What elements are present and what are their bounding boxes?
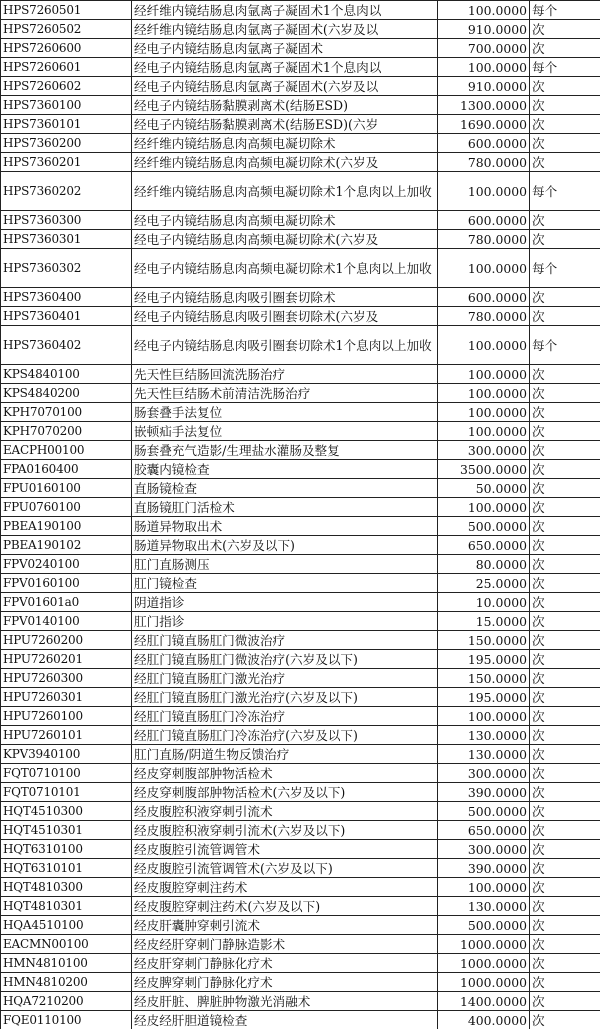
table-row	[1, 669, 600, 688]
table-row	[1, 115, 600, 134]
item-price-cell: 600.0000	[438, 134, 530, 153]
item-unit-cell: 次	[530, 916, 600, 935]
item-unit-cell: 次	[530, 612, 600, 631]
item-code-cell: HPS7360400	[1, 288, 132, 307]
table-row	[1, 631, 600, 650]
table-row	[1, 134, 600, 153]
item-unit-cell: 次	[530, 422, 600, 441]
item-name-cell: 经皮脾穿刺门静脉化疗术	[132, 973, 438, 992]
table-row	[1, 58, 600, 77]
item-name-cell: 经皮经肝穿刺门静脉造影术	[132, 935, 438, 954]
item-price-cell: 150.0000	[438, 631, 530, 650]
item-unit-cell: 次	[530, 96, 600, 115]
item-name-cell: 经皮腹腔引流管调管术	[132, 840, 438, 859]
item-code-cell: HPU7260100	[1, 707, 132, 726]
item-name-cell: 经电子内镜结肠息肉高频电凝切除术(六岁及	[132, 230, 438, 249]
item-code-cell: FPA0160400	[1, 460, 132, 479]
table-row	[1, 973, 600, 992]
item-unit-cell: 次	[530, 802, 600, 821]
item-price-cell: 130.0000	[438, 745, 530, 764]
item-price-cell: 100.0000	[438, 878, 530, 897]
item-unit-cell: 次	[530, 650, 600, 669]
table-row	[1, 688, 600, 707]
item-code-cell: HPS7260602	[1, 77, 132, 96]
item-code-cell: HQT4810301	[1, 897, 132, 916]
table-row	[1, 916, 600, 935]
item-name-cell: 经电子内镜结肠息肉氩离子凝固术(六岁及以	[132, 77, 438, 96]
item-code-cell: HPS7360402	[1, 326, 132, 365]
item-name-cell: 经肛门镜直肠肛门冷冻治疗(六岁及以下)	[132, 726, 438, 745]
item-unit-cell: 次	[530, 20, 600, 39]
item-name-cell: 经电子内镜结肠黏膜剥离术(结肠ESD)	[132, 96, 438, 115]
item-unit-cell: 次	[530, 821, 600, 840]
item-unit-cell: 次	[530, 1011, 600, 1029]
item-name-cell: 先天性巨结肠回流洗肠治疗	[132, 365, 438, 384]
item-name-cell: 经纤维内镜结肠息肉氩离子凝固术1个息肉以	[132, 1, 438, 20]
item-unit-cell: 次	[530, 536, 600, 555]
item-name-cell: 经纤维内镜结肠息肉高频电凝切除术	[132, 134, 438, 153]
item-name-cell: 经肛门镜直肠肛门微波治疗	[132, 631, 438, 650]
table-row	[1, 441, 600, 460]
item-price-cell: 1000.0000	[438, 935, 530, 954]
item-name-cell: 肠道异物取出术	[132, 517, 438, 536]
table-row	[1, 460, 600, 479]
item-name-cell: 经电子内镜结肠息肉吸引圈套切除术(六岁及	[132, 307, 438, 326]
item-unit-cell: 次	[530, 726, 600, 745]
item-code-cell: HPS7360401	[1, 307, 132, 326]
item-price-cell: 600.0000	[438, 211, 530, 230]
item-unit-cell: 次	[530, 859, 600, 878]
item-price-cell: 130.0000	[438, 897, 530, 916]
item-unit-cell: 次	[530, 764, 600, 783]
item-code-cell: KPS4840100	[1, 365, 132, 384]
item-code-cell: HQT6310101	[1, 859, 132, 878]
item-code-cell: KPS4840200	[1, 384, 132, 403]
item-code-cell: FPV01601a0	[1, 593, 132, 612]
item-unit-cell: 次	[530, 878, 600, 897]
item-unit-cell: 每个	[530, 1, 600, 20]
item-name-cell: 经皮穿刺腹部肿物活检术(六岁及以下)	[132, 783, 438, 802]
item-price-cell: 100.0000	[438, 172, 530, 211]
item-code-cell: EACPH00100	[1, 441, 132, 460]
table-row	[1, 536, 600, 555]
table-row	[1, 403, 600, 422]
item-name-cell: 胶囊内镜检查	[132, 460, 438, 479]
item-name-cell: 经肛门镜直肠肛门激光治疗(六岁及以下)	[132, 688, 438, 707]
item-name-cell: 阴道指诊	[132, 593, 438, 612]
item-code-cell: HPS7360202	[1, 172, 132, 211]
table-row	[1, 574, 600, 593]
item-name-cell: 经电子内镜结肠息肉吸引圈套切除术	[132, 288, 438, 307]
item-name-cell: 经电子内镜结肠息肉吸引圈套切除术1个息肉以上加收	[132, 326, 438, 365]
item-price-cell: 100.0000	[438, 326, 530, 365]
item-code-cell: HPS7360301	[1, 230, 132, 249]
item-price-cell: 600.0000	[438, 288, 530, 307]
table-row	[1, 307, 600, 326]
item-name-cell: 肛门指诊	[132, 612, 438, 631]
table-row	[1, 288, 600, 307]
item-unit-cell: 次	[530, 707, 600, 726]
item-unit-cell: 次	[530, 115, 600, 134]
item-price-cell: 100.0000	[438, 384, 530, 403]
table-row	[1, 612, 600, 631]
item-price-cell: 100.0000	[438, 58, 530, 77]
table-row	[1, 707, 600, 726]
item-name-cell: 肛门直肠/阴道生物反馈治疗	[132, 745, 438, 764]
item-unit-cell: 次	[530, 288, 600, 307]
table-row	[1, 326, 600, 365]
item-price-cell: 3500.0000	[438, 460, 530, 479]
item-name-cell: 经肛门镜直肠肛门冷冻治疗	[132, 707, 438, 726]
item-name-cell: 肛门直肠测压	[132, 555, 438, 574]
item-code-cell: HPS7360101	[1, 115, 132, 134]
item-name-cell: 经皮肝穿刺门静脉化疗术	[132, 954, 438, 973]
item-unit-cell: 每个	[530, 172, 600, 211]
table-row	[1, 745, 600, 764]
item-name-cell: 肠套叠手法复位	[132, 403, 438, 422]
table-row	[1, 20, 600, 39]
item-code-cell: HPU7260201	[1, 650, 132, 669]
item-unit-cell: 次	[530, 517, 600, 536]
item-unit-cell: 次	[530, 77, 600, 96]
item-price-cell: 100.0000	[438, 1, 530, 20]
item-price-cell: 650.0000	[438, 821, 530, 840]
item-unit-cell: 次	[530, 954, 600, 973]
item-name-cell: 直肠镜肛门活检术	[132, 498, 438, 517]
item-price-cell: 400.0000	[438, 1011, 530, 1029]
item-price-cell: 130.0000	[438, 726, 530, 745]
item-unit-cell: 次	[530, 134, 600, 153]
item-price-cell: 300.0000	[438, 441, 530, 460]
table-row	[1, 840, 600, 859]
table-row	[1, 783, 600, 802]
item-unit-cell: 次	[530, 153, 600, 172]
item-code-cell: HQT4510301	[1, 821, 132, 840]
item-price-cell: 100.0000	[438, 403, 530, 422]
item-unit-cell: 次	[530, 498, 600, 517]
item-code-cell: HPS7260601	[1, 58, 132, 77]
item-price-cell: 150.0000	[438, 669, 530, 688]
item-code-cell: HQT4810300	[1, 878, 132, 897]
item-price-cell: 195.0000	[438, 688, 530, 707]
item-name-cell: 经肛门镜直肠肛门微波治疗(六岁及以下)	[132, 650, 438, 669]
item-price-cell: 1000.0000	[438, 973, 530, 992]
item-code-cell: HPS7260501	[1, 1, 132, 20]
table-row	[1, 365, 600, 384]
item-price-cell: 10.0000	[438, 593, 530, 612]
item-code-cell: FPU0160100	[1, 479, 132, 498]
table-row	[1, 498, 600, 517]
item-price-cell: 100.0000	[438, 498, 530, 517]
item-price-cell: 780.0000	[438, 307, 530, 326]
item-name-cell: 经皮腹腔穿刺注药术	[132, 878, 438, 897]
item-unit-cell: 次	[530, 840, 600, 859]
item-code-cell: FPU0760100	[1, 498, 132, 517]
price-table-body	[1, 1, 600, 1029]
item-unit-cell: 次	[530, 211, 600, 230]
item-code-cell: HPS7260502	[1, 20, 132, 39]
table-row	[1, 897, 600, 916]
item-unit-cell: 次	[530, 441, 600, 460]
table-row	[1, 422, 600, 441]
item-code-cell: PBEA190102	[1, 536, 132, 555]
item-name-cell: 肠套叠充气造影/生理盐水灌肠及整复	[132, 441, 438, 460]
item-code-cell: EACMN00100	[1, 935, 132, 954]
item-unit-cell: 次	[530, 39, 600, 58]
item-unit-cell: 次	[530, 307, 600, 326]
item-code-cell: FQT0710100	[1, 764, 132, 783]
item-name-cell: 经纤维内镜结肠息肉高频电凝切除术1个息肉以上加收	[132, 172, 438, 211]
item-price-cell: 195.0000	[438, 650, 530, 669]
item-unit-cell: 次	[530, 745, 600, 764]
item-code-cell: FPV0240100	[1, 555, 132, 574]
item-code-cell: HQT4510300	[1, 802, 132, 821]
item-name-cell: 经电子内镜结肠息肉高频电凝切除术1个息肉以上加收	[132, 249, 438, 288]
item-code-cell: HPU7260200	[1, 631, 132, 650]
item-unit-cell: 次	[530, 688, 600, 707]
table-row	[1, 1, 600, 20]
table-row	[1, 153, 600, 172]
table-row	[1, 39, 600, 58]
item-price-cell: 650.0000	[438, 536, 530, 555]
item-unit-cell: 次	[530, 973, 600, 992]
item-unit-cell: 次	[530, 935, 600, 954]
item-unit-cell: 次	[530, 403, 600, 422]
item-price-cell: 100.0000	[438, 422, 530, 441]
table-row	[1, 992, 600, 1011]
item-name-cell: 肛门镜检查	[132, 574, 438, 593]
table-row	[1, 859, 600, 878]
item-price-cell: 910.0000	[438, 77, 530, 96]
item-price-cell: 1690.0000	[438, 115, 530, 134]
item-unit-cell: 次	[530, 555, 600, 574]
item-code-cell: FQE0110100	[1, 1011, 132, 1029]
table-row	[1, 954, 600, 973]
table-row	[1, 1011, 600, 1029]
item-code-cell: HQT6310100	[1, 840, 132, 859]
table-row	[1, 77, 600, 96]
item-code-cell: HQA4510100	[1, 916, 132, 935]
item-unit-cell: 次	[530, 479, 600, 498]
item-unit-cell: 次	[530, 365, 600, 384]
item-unit-cell: 次	[530, 460, 600, 479]
table-row	[1, 172, 600, 211]
item-code-cell: HPU7260101	[1, 726, 132, 745]
item-unit-cell: 次	[530, 230, 600, 249]
item-code-cell: HMN4810200	[1, 973, 132, 992]
item-code-cell: HPS7360300	[1, 211, 132, 230]
item-name-cell: 经皮腹腔穿刺注药术(六岁及以下)	[132, 897, 438, 916]
item-name-cell: 经皮腹腔积液穿刺引流术(六岁及以下)	[132, 821, 438, 840]
item-name-cell: 经电子内镜结肠息肉氩离子凝固术1个息肉以	[132, 58, 438, 77]
item-price-cell: 700.0000	[438, 39, 530, 58]
item-name-cell: 先天性巨结肠术前清洁洗肠治疗	[132, 384, 438, 403]
table-row	[1, 935, 600, 954]
table-row	[1, 230, 600, 249]
item-code-cell: HPU7260301	[1, 688, 132, 707]
item-price-cell: 390.0000	[438, 859, 530, 878]
item-code-cell: HPS7360302	[1, 249, 132, 288]
item-name-cell: 肠道异物取出术(六岁及以下)	[132, 536, 438, 555]
item-unit-cell: 每个	[530, 249, 600, 288]
item-unit-cell: 次	[530, 631, 600, 650]
item-code-cell: HPS7360200	[1, 134, 132, 153]
item-unit-cell: 次	[530, 574, 600, 593]
item-name-cell: 经皮腹腔积液穿刺引流术	[132, 802, 438, 821]
item-code-cell: FPV0160100	[1, 574, 132, 593]
item-unit-cell: 每个	[530, 58, 600, 77]
item-code-cell: HPS7360100	[1, 96, 132, 115]
table-row	[1, 96, 600, 115]
item-code-cell: HQA7210200	[1, 992, 132, 1011]
table-row	[1, 384, 600, 403]
item-code-cell: PBEA190100	[1, 517, 132, 536]
item-unit-cell: 每个	[530, 326, 600, 365]
item-name-cell: 经皮穿刺腹部肿物活检术	[132, 764, 438, 783]
table-row	[1, 821, 600, 840]
item-price-cell: 100.0000	[438, 365, 530, 384]
table-row	[1, 555, 600, 574]
item-name-cell: 经皮肝脏、脾脏肿物激光消融术	[132, 992, 438, 1011]
item-price-cell: 15.0000	[438, 612, 530, 631]
item-price-cell: 80.0000	[438, 555, 530, 574]
item-name-cell: 经肛门镜直肠肛门激光治疗	[132, 669, 438, 688]
item-name-cell: 经纤维内镜结肠息肉高频电凝切除术(六岁及	[132, 153, 438, 172]
item-code-cell: HPU7260300	[1, 669, 132, 688]
table-row	[1, 211, 600, 230]
item-price-cell: 1400.0000	[438, 992, 530, 1011]
item-price-cell: 780.0000	[438, 230, 530, 249]
item-name-cell: 经皮经肝胆道镜检查	[132, 1011, 438, 1029]
item-name-cell: 经纤维内镜结肠息肉氩离子凝固术(六岁及以	[132, 20, 438, 39]
item-price-cell: 300.0000	[438, 764, 530, 783]
item-name-cell: 经电子内镜结肠息肉高频电凝切除术	[132, 211, 438, 230]
item-unit-cell: 次	[530, 384, 600, 403]
item-price-cell: 500.0000	[438, 517, 530, 536]
item-name-cell: 经电子内镜结肠黏膜剥离术(结肠ESD)(六岁	[132, 115, 438, 134]
item-code-cell: KPH7070100	[1, 403, 132, 422]
item-unit-cell: 次	[530, 669, 600, 688]
item-code-cell: FPV0140100	[1, 612, 132, 631]
item-price-cell: 500.0000	[438, 802, 530, 821]
item-price-cell: 390.0000	[438, 783, 530, 802]
table-row	[1, 650, 600, 669]
item-code-cell: HPS7260600	[1, 39, 132, 58]
item-unit-cell: 次	[530, 897, 600, 916]
item-code-cell: HMN4810100	[1, 954, 132, 973]
table-row	[1, 249, 600, 288]
table-row	[1, 517, 600, 536]
item-name-cell: 经皮肝囊肿穿刺引流术	[132, 916, 438, 935]
item-price-cell: 100.0000	[438, 249, 530, 288]
item-price-cell: 1000.0000	[438, 954, 530, 973]
item-price-cell: 780.0000	[438, 153, 530, 172]
item-price-cell: 500.0000	[438, 916, 530, 935]
item-price-cell: 25.0000	[438, 574, 530, 593]
item-price-cell: 1300.0000	[438, 96, 530, 115]
item-code-cell: FQT0710101	[1, 783, 132, 802]
item-price-cell: 300.0000	[438, 840, 530, 859]
item-name-cell: 嵌顿疝手法复位	[132, 422, 438, 441]
item-unit-cell: 次	[530, 783, 600, 802]
table-row	[1, 726, 600, 745]
item-price-cell: 910.0000	[438, 20, 530, 39]
item-name-cell: 经电子内镜结肠息肉氩离子凝固术	[132, 39, 438, 58]
table-row	[1, 479, 600, 498]
item-name-cell: 经皮腹腔引流管调管术(六岁及以下)	[132, 859, 438, 878]
table-row	[1, 878, 600, 897]
item-code-cell: HPS7360201	[1, 153, 132, 172]
table-row	[1, 802, 600, 821]
item-price-cell: 50.0000	[438, 479, 530, 498]
table-row	[1, 593, 600, 612]
item-code-cell: KPH7070200	[1, 422, 132, 441]
item-unit-cell: 次	[530, 593, 600, 612]
item-price-cell: 100.0000	[438, 707, 530, 726]
item-name-cell: 直肠镜检查	[132, 479, 438, 498]
item-unit-cell: 次	[530, 992, 600, 1011]
table-row	[1, 764, 600, 783]
item-code-cell: KPV3940100	[1, 745, 132, 764]
